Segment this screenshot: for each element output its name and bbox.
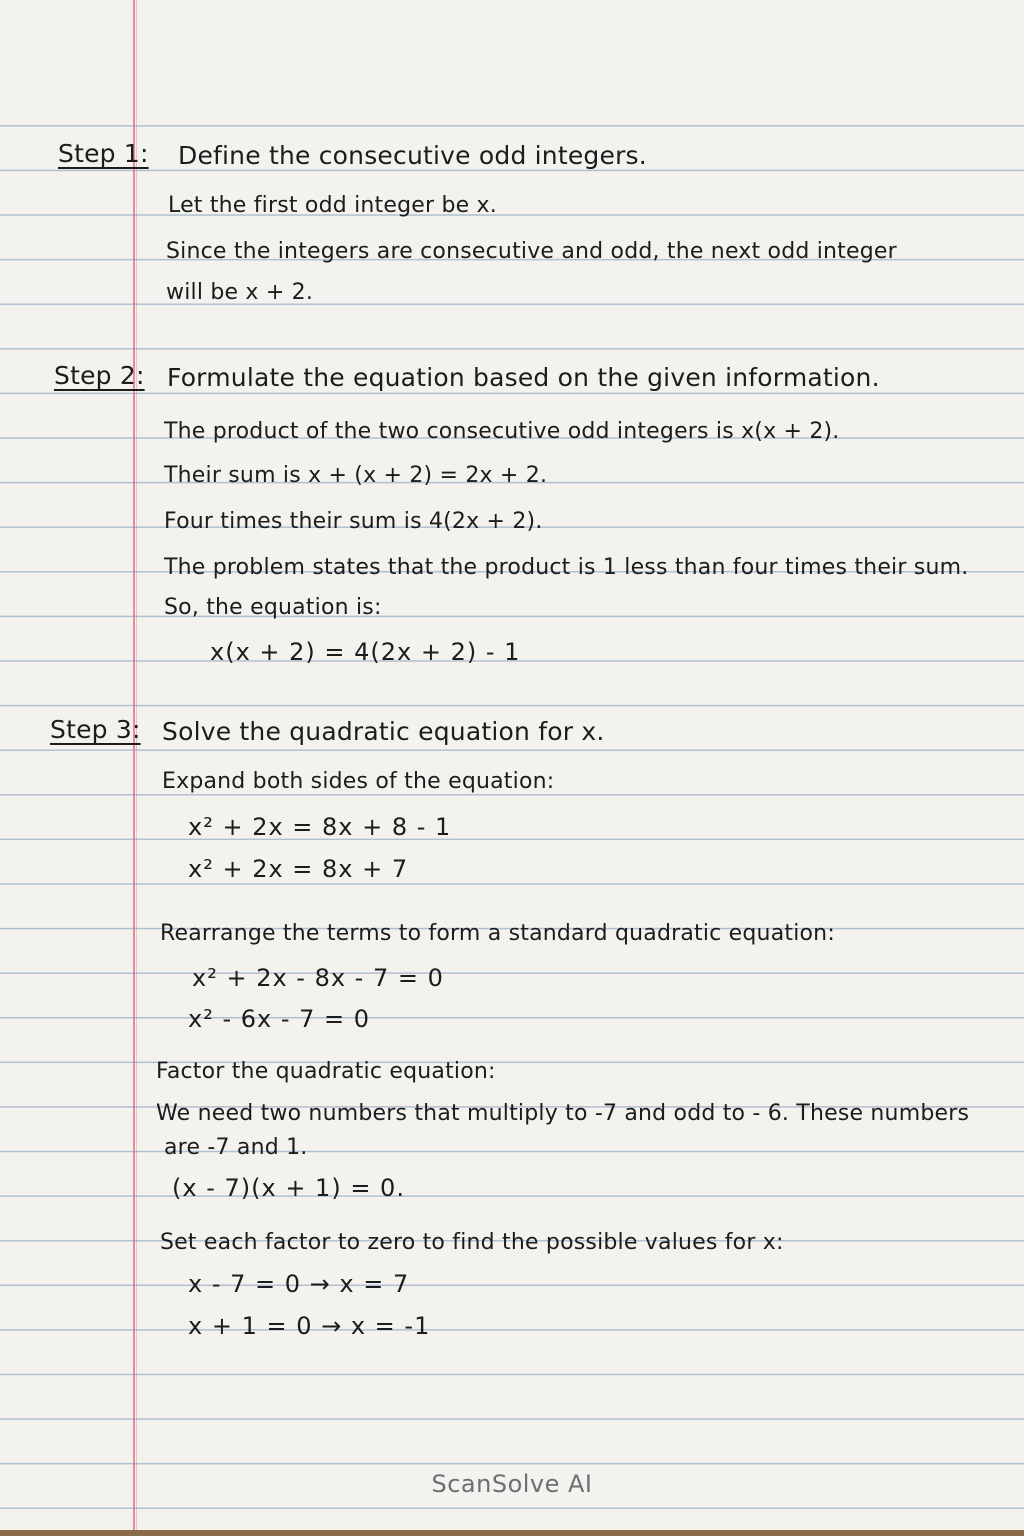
step-3-rearrange-eq-2: x² - 6x - 7 = 0: [188, 1005, 371, 1033]
step-1-line-3: will be x + 2.: [166, 280, 314, 305]
step-2-line-1: The product of the two consecutive odd integers is x(x + 2).: [164, 419, 840, 444]
step-3-expand-eq-2: x² + 2x = 8x + 7: [188, 855, 409, 883]
step-1-line-2: Since the integers are consecutive and odd, the next odd integer: [166, 239, 897, 264]
step-3-expand-eq-1: x² + 2x = 8x + 8 - 1: [188, 813, 452, 841]
step-1-heading: Define the consecutive odd integers.: [178, 141, 647, 170]
step-3-label: Step 3:: [50, 715, 141, 744]
margin-line-shadow: [136, 0, 137, 1530]
brand-watermark: ScanSolve AI: [431, 1470, 593, 1498]
step-2-line-5: So, the equation is:: [164, 595, 382, 620]
step-3-line-1: Expand both sides of the equation:: [162, 769, 555, 794]
step-1-label: Step 1:: [58, 139, 149, 168]
step-3-solution-1: x - 7 = 0 → x = 7: [188, 1270, 410, 1298]
step-2-line-3: Four times their sum is 4(2x + 2).: [164, 509, 543, 534]
step-2-line-4: The problem states that the product is 1 less than four times their sum.: [164, 555, 969, 580]
step-3-line-numbers: We need two numbers that multiply to -7 and odd to - 6. These numbers: [156, 1101, 970, 1126]
step-3-solution-2: x + 1 = 0 → x = -1: [188, 1312, 431, 1340]
step-2-line-2: Their sum is x + (x + 2) = 2x + 2.: [164, 463, 548, 488]
step-3-line-factor: Factor the quadratic equation:: [156, 1059, 496, 1084]
step-2-label: Step 2:: [54, 361, 145, 390]
step-3-line-rearrange: Rearrange the terms to form a standard quadratic equation:: [160, 921, 835, 946]
step-1-line-1: Let the first odd integer be x.: [168, 193, 497, 218]
step-2-heading: Formulate the equation based on the given information.: [167, 363, 880, 392]
margin-line: [133, 0, 135, 1530]
step-3-factored-eq: (x - 7)(x + 1) = 0.: [172, 1174, 405, 1202]
step-3-heading: Solve the quadratic equation for x.: [162, 717, 605, 746]
step-2-equation: x(x + 2) = 4(2x + 2) - 1: [210, 638, 521, 666]
step-3-rearrange-eq-1: x² + 2x - 8x - 7 = 0: [192, 964, 444, 992]
step-3-line-numbers-cont: are -7 and 1.: [164, 1135, 308, 1160]
step-3-line-zero: Set each factor to zero to find the possible values for x:: [160, 1230, 784, 1255]
